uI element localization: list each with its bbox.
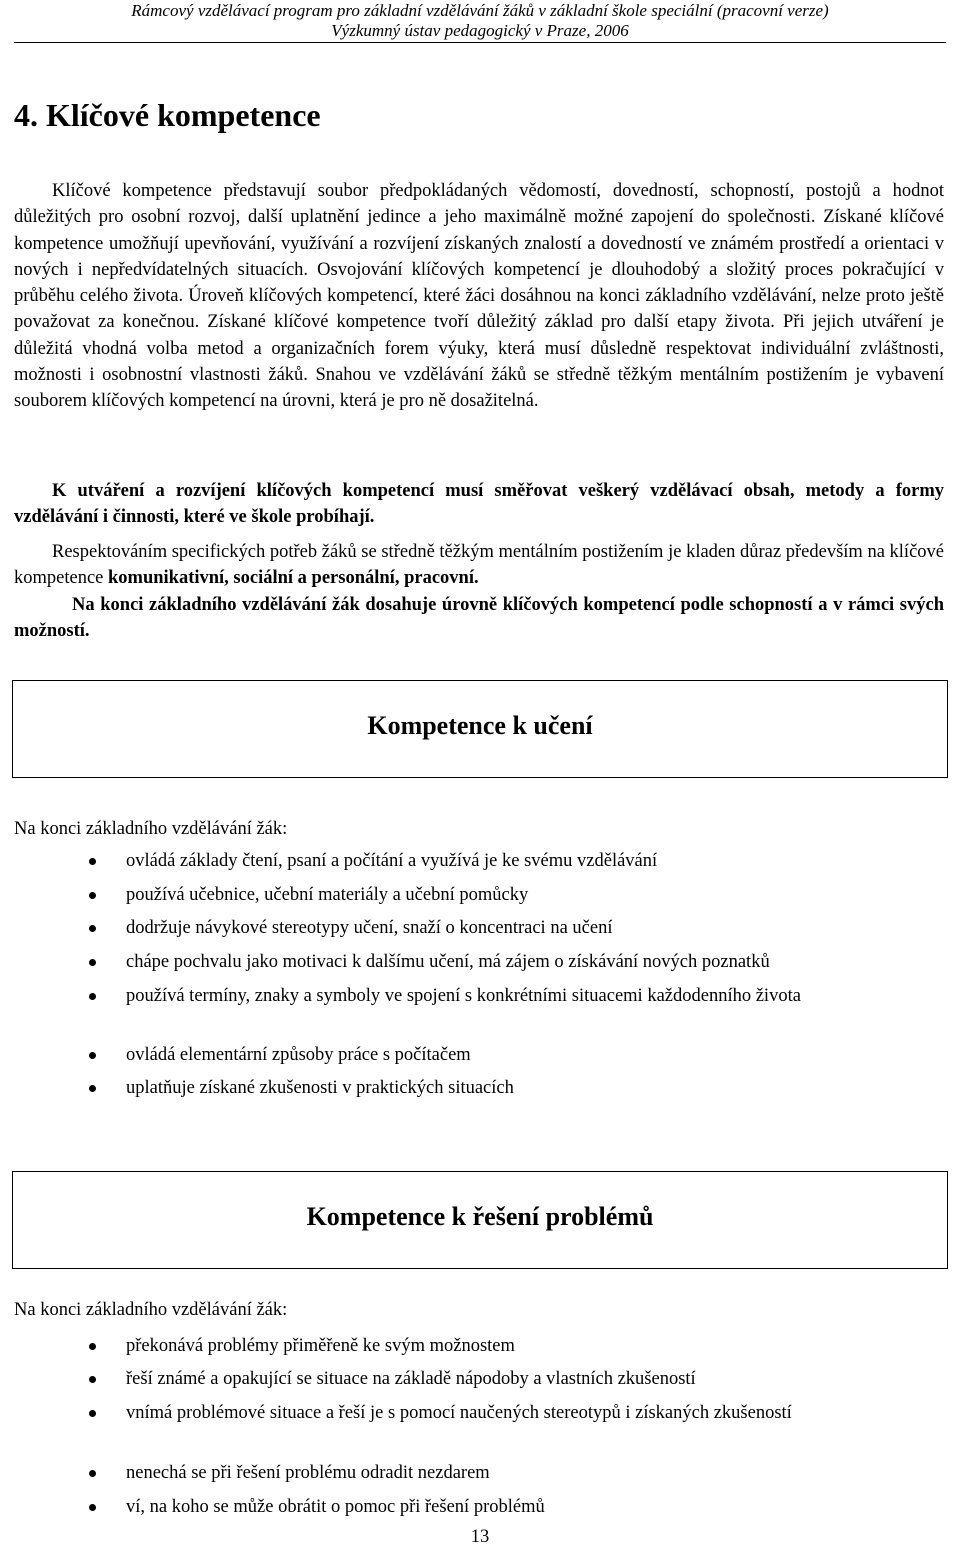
list-item-text: uplatňuje získané zkušenosti v praktických situacích (126, 1078, 514, 1098)
bullet-icon (89, 993, 96, 1000)
bullet-icon (89, 1343, 96, 1350)
bullet-icon (89, 1376, 96, 1383)
list-item-text: ovládá základy čtení, psaní a počítání a využívá je ke svému vzdělávání (126, 851, 658, 871)
section-heading-box (12, 680, 948, 778)
list-item-text: používá termíny, znaky a symboly ve spojení s konkrétními situacemi každodenního života (126, 986, 801, 1006)
bullet-icon (89, 858, 96, 865)
bullet-icon (89, 1504, 96, 1511)
list-item-text: ovládá elementární způsoby práce s počítačem (126, 1045, 471, 1065)
bullet-icon (89, 892, 96, 899)
header-divider (14, 42, 946, 43)
bullet-icon (89, 1410, 96, 1417)
section-title: Kompetence k řešení problémů (306, 1202, 654, 1231)
bullet-icon (89, 1470, 96, 1477)
header-program-title: Rámcový vzdělávací program pro základní vzdělávání žáků v základní škole speciální (pracovní verze) (131, 1, 829, 20)
section-title: Kompetence k učení (367, 711, 593, 740)
focus-paragraph-text: Respektováním specifických potřeb žáků se středně těžkým mentálním postižením je kladen důraz především na klíčové kompetence (14, 542, 944, 589)
focus-paragraph (14, 539, 944, 644)
header-institute: Výzkumný ústav pedagogický v Praze, 2006 (331, 21, 629, 40)
list-item-text: používá učebnice, učební materiály a učební pomůcky (126, 885, 529, 905)
section-intro: Na konci základního vzdělávání žák: (14, 819, 288, 839)
list-item-text: ví, na koho se může obrátit o pomoc při řešení problémů (126, 1497, 545, 1517)
list-item-text: nenechá se při řešení problému odradit nezdarem (126, 1463, 490, 1483)
intro-paragraph: Klíčové kompetence představují soubor předpokládaných vědomostí, dovedností, schopností, postojů a hodnot důležitých pro osobní rozvoj, další uplatnění jedince a jeho maximálně možné zapojení do společnosti. Získané klíčové kompetence umožňují upevňování, využívání a rozvíjení získaných znalostí a dovedností ve známém prostředí a orientaci v nových i nepředvídatelných situacích. Osvojování klíčových kompetencí je dlouhodobý a složitý proces pokračující v průběhu celého života. Úroveň klíčových kompetencí, které žáci dosáhnou na konci základního vzdělávání, nelze proto ještě považovat za konečnou. Získané klíčové kompetence tvoří důležitý základ pro další etapy života. Při jejich utváření je důležitá vhodná volba metod a organizačních forem výuky, která musí důsledně respektovat individuální zvláštnosti, možnosti i osobnostní vlastnosti žáků. Snahou ve vzdělávání žáků se středně těžkým mentálním postižením je vybavení souborem klíčových kompetencí na úrovni, která je pro ně dosažitelná. (14, 181, 944, 412)
section-intro: Na konci základního vzdělávání žák: (14, 1300, 288, 1320)
list-item-text: překonává problémy přiměřeně ke svým možnostem (126, 1336, 515, 1356)
chapter-title: 4. Klíčové kompetence (14, 97, 321, 133)
bullet-icon (89, 1085, 96, 1092)
list-item-text: dodržuje návykové stereotypy učení, snaží o koncentraci na učení (126, 918, 613, 938)
bullet-icon (89, 1052, 96, 1059)
focus-goal: Na konci základního vzdělávání žák dosahuje úrovně klíčových kompetencí podle schopností a v rámci svých možností. (14, 594, 944, 641)
section-heading-box (12, 1171, 948, 1269)
emphasis-paragraph: K utváření a rozvíjení klíčových kompetencí musí směřovat veškerý vzdělávací obsah, metody a formy vzdělávání i činnosti, které ve škole probíhají. (14, 481, 944, 528)
page-number: 13 (470, 1527, 490, 1547)
list-item-text: chápe pochvalu jako motivaci k dalšímu učení, má zájem o získávání nových poznatků (126, 952, 770, 972)
list-item-text: vnímá problémové situace a řeší je s pomocí naučených stereotypů i získaných zkušeností (126, 1403, 792, 1423)
list-item-text: řeší známé a opakující se situace na základě nápodoby a vlastních zkušeností (126, 1369, 696, 1389)
bullet-icon (89, 959, 96, 966)
focus-competences: komunikativní, sociální a personální, pracovní. (108, 568, 479, 589)
bullet-icon (89, 925, 96, 932)
